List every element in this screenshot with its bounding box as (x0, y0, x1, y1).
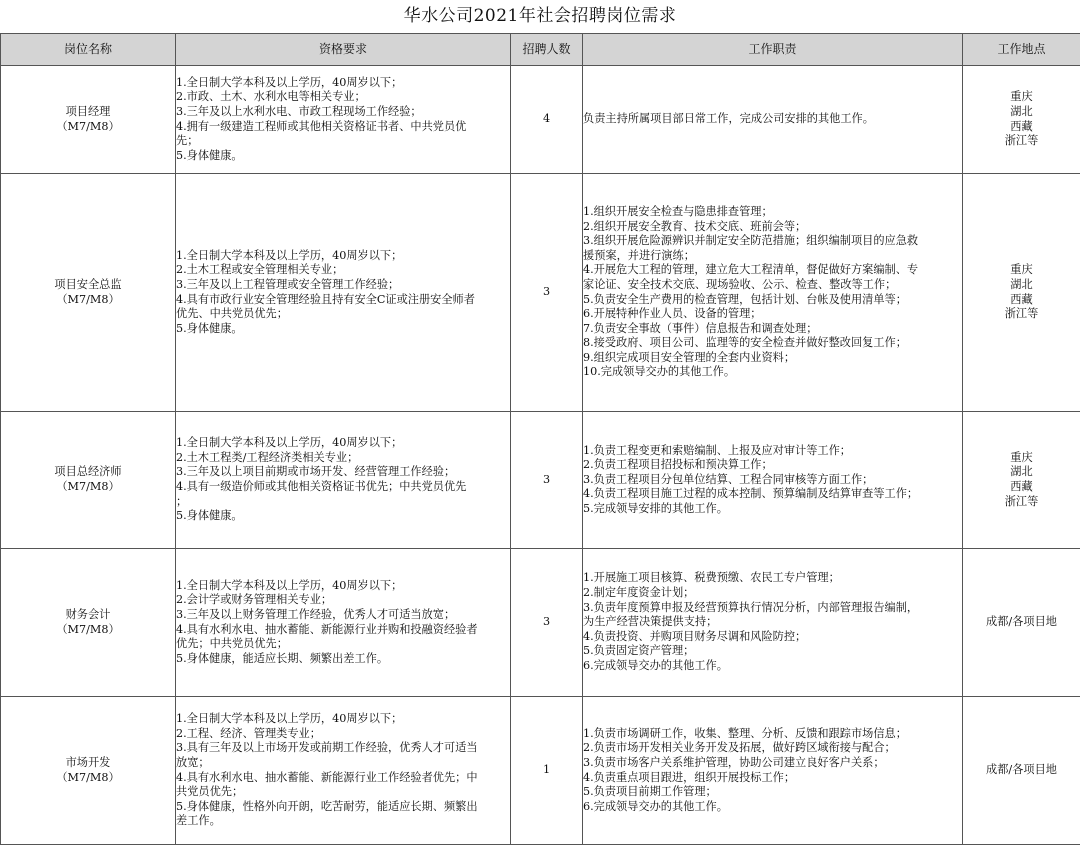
duty-line: 8.接受政府、项目公司、监理等的安全检查并做好整改回复工作； (583, 336, 962, 351)
requirement-line: 1.全日制大学本科及以上学历，40周岁以下； (176, 76, 510, 91)
duty-line: 2.负责工程项目招投标和预决算工作； (583, 458, 962, 473)
position-cell (1, 412, 176, 549)
requirements-cell (176, 549, 511, 697)
requirement-line: 5.身体健康。 (176, 322, 510, 337)
requirement-line: 1.全日制大学本科及以上学历，40周岁以下； (176, 579, 510, 594)
duty-line: 4.负责投资、并购项目财务尽调和风险防控； (583, 630, 962, 645)
requirement-line: 3.三年及以上项目前期或市场开发、经营管理工作经验； (176, 465, 510, 480)
duty-line: 1.负责工程变更和索赔编制、上报及应对审计等工作； (583, 444, 962, 459)
location-line: 成都/各项目地 (963, 763, 1080, 778)
count-cell: 3 (511, 174, 583, 412)
requirement-line: 5.身体健康，性格外向开朗，吃苦耐劳，能适应长期、频繁出 (176, 800, 510, 815)
duty-line: 6.开展特种作业人员、设备的管理； (583, 307, 962, 322)
position-cell (1, 697, 176, 845)
duty-line: 10.完成领导交办的其他工作。 (583, 365, 962, 380)
count-cell: 1 (511, 697, 583, 845)
requirement-line: 放宽； (176, 756, 510, 771)
requirement-line: 2.土木工程类/工程经济类相关专业； (176, 451, 510, 466)
location-line: 湖北 (963, 465, 1080, 480)
duty-line: 1.开展施工项目核算、税费预缴、农民工专户管理； (583, 571, 962, 586)
duties-cell (583, 412, 963, 549)
position-name: 项目总经济师 (1, 465, 175, 480)
duties-cell (583, 66, 963, 174)
location-cell (963, 66, 1080, 174)
requirement-line: 3.三年及以上工程管理或安全管理工作经验； (176, 278, 510, 293)
location-cell (963, 549, 1080, 697)
location-line: 西藏 (963, 480, 1080, 495)
requirement-line: 先； (176, 134, 510, 149)
position-grade: （M7/M8） (1, 120, 175, 135)
duty-line: 负责主持所属项目部日常工作，完成公司安排的其他工作。 (583, 112, 962, 127)
position-cell (1, 174, 176, 412)
requirement-line: 2.市政、土木、水利水电等相关专业； (176, 90, 510, 105)
requirements-cell (176, 412, 511, 549)
location-cell (963, 697, 1080, 845)
header-duties: 工作职责 (583, 34, 963, 66)
duty-line: 6.完成领导交办的其他工作。 (583, 800, 962, 815)
requirement-line: 3.具有三年及以上市场开发或前期工作经验，优秀人才可适当 (176, 741, 510, 756)
count-cell: 3 (511, 549, 583, 697)
requirement-line: 优先、中共党员优先； (176, 307, 510, 322)
location-line: 湖北 (963, 278, 1080, 293)
duties-cell (583, 697, 963, 845)
duty-line: 3.负责市场客户关系维护管理，协助公司建立良好客户关系； (583, 756, 962, 771)
location-line: 重庆 (963, 451, 1080, 466)
requirement-line: 5.身体健康。 (176, 149, 510, 164)
header-count: 招聘人数 (511, 34, 583, 66)
position-name: 财务会计 (1, 608, 175, 623)
location-line: 浙江等 (963, 307, 1080, 322)
position-name: 项目安全总监 (1, 278, 175, 293)
position-name: 项目经理 (1, 105, 175, 120)
duty-line: 2.组织开展安全教育、技术交底、班前会等； (583, 220, 962, 235)
count-cell: 4 (511, 66, 583, 174)
duty-line: 2.负责市场开发相关业务开发及拓展，做好跨区域衔接与配合； (583, 741, 962, 756)
requirement-line: 1.全日制大学本科及以上学历，40周岁以下； (176, 249, 510, 264)
requirement-line: 4.拥有一级建造工程师或其他相关资格证书者、中共党员优 (176, 120, 510, 135)
location-line: 湖北 (963, 105, 1080, 120)
header-requirements: 资格要求 (176, 34, 511, 66)
duty-line: 4.负责重点项目跟进，组织开展投标工作； (583, 771, 962, 786)
position-cell (1, 549, 176, 697)
header-location: 工作地点 (963, 34, 1080, 66)
count-cell: 3 (511, 412, 583, 549)
duty-line: 1.负责市场调研工作，收集、整理、分析、反馈和跟踪市场信息； (583, 727, 962, 742)
table-row (1, 66, 1080, 174)
requirement-line: 5.身体健康，能适应长期、频繁出差工作。 (176, 652, 510, 667)
requirement-line: 差工作。 (176, 814, 510, 829)
position-name: 市场开发 (1, 756, 175, 771)
position-grade: （M7/M8） (1, 623, 175, 638)
duty-line: 1.组织开展安全检查与隐患排查管理； (583, 205, 962, 220)
duty-line: 5.负责项目前期工作管理； (583, 785, 962, 800)
duty-line: 3.负责年度预算申报及经营预算执行情况分析，内部管理报告编制， (583, 601, 962, 616)
requirement-line: 优先；中共党员优先； (176, 637, 510, 652)
requirement-line: 2.会计学或财务管理相关专业； (176, 593, 510, 608)
header-position: 岗位名称 (1, 34, 176, 66)
position-grade: （M7/M8） (1, 480, 175, 495)
table-row (1, 174, 1080, 412)
location-line: 浙江等 (963, 134, 1080, 149)
duty-line: 4.负责工程项目施工过程的成本控制、预算编制及结算审查等工作； (583, 487, 962, 502)
requirement-line: 4.具有一级造价师或其他相关资格证书优先；中共党员优先 (176, 480, 510, 495)
location-line: 成都/各项目地 (963, 615, 1080, 630)
duty-line: 3.组织开展危险源辨识并制定安全防范措施；组织编制项目的应急救 (583, 234, 962, 249)
requirements-cell (176, 697, 511, 845)
requirement-line: ； (176, 495, 510, 510)
location-line: 重庆 (963, 263, 1080, 278)
location-line: 重庆 (963, 90, 1080, 105)
table-row (1, 697, 1080, 845)
duty-line: 2.制定年度资金计划； (583, 586, 962, 601)
duty-line: 9.组织完成项目安全管理的全套内业资料； (583, 351, 962, 366)
location-cell (963, 174, 1080, 412)
duty-line: 援预案，并进行演练； (583, 249, 962, 264)
requirement-line: 4.具有水利水电、抽水蓄能、新能源行业并购和投融资经验者 (176, 623, 510, 638)
duty-line: 为生产经营决策提供支持； (583, 615, 962, 630)
position-cell (1, 66, 176, 174)
requirements-cell (176, 174, 511, 412)
table-row (1, 412, 1080, 549)
table-header-row (1, 34, 1080, 66)
duty-line: 6.完成领导交办的其他工作。 (583, 659, 962, 674)
table-row (1, 549, 1080, 697)
duties-cell (583, 549, 963, 697)
requirement-line: 1.全日制大学本科及以上学历，40周岁以下； (176, 436, 510, 451)
requirement-line: 1.全日制大学本科及以上学历，40周岁以下； (176, 712, 510, 727)
requirement-line: 3.三年及以上财务管理工作经验，优秀人才可适当放宽； (176, 608, 510, 623)
job-table (0, 33, 1080, 845)
requirement-line: 2.土木工程或安全管理相关专业； (176, 263, 510, 278)
requirements-cell (176, 66, 511, 174)
requirement-line: 2.工程、经济、管理类专业； (176, 727, 510, 742)
duty-line: 3.负责工程项目分包单位结算、工程合同审核等方面工作； (583, 473, 962, 488)
duty-line: 家论证、安全技术交底、现场验收、公示、检查、整改等工作； (583, 278, 962, 293)
duty-line: 5.负责安全生产费用的检查管理，包括计划、台帐及使用清单等； (583, 293, 962, 308)
location-line: 西藏 (963, 120, 1080, 135)
duties-cell (583, 174, 963, 412)
requirement-line: 共党员优先； (176, 785, 510, 800)
location-line: 浙江等 (963, 495, 1080, 510)
duty-line: 7.负责安全事故（事件）信息报告和调查处理； (583, 322, 962, 337)
duty-line: 5.负责固定资产管理； (583, 644, 962, 659)
duty-line: 5.完成领导安排的其他工作。 (583, 502, 962, 517)
page-title: 华水公司2021年社会招聘岗位需求 (0, 0, 1080, 33)
requirement-line: 5.身体健康。 (176, 509, 510, 524)
requirement-line: 4.具有市政行业安全管理经验且持有安全C证或注册安全师者 (176, 293, 510, 308)
requirement-line: 4.具有水利水电、抽水蓄能、新能源行业工作经验者优先；中 (176, 771, 510, 786)
duty-line: 4.开展危大工程的管理，建立危大工程清单，督促做好方案编制、专 (583, 263, 962, 278)
location-line: 西藏 (963, 293, 1080, 308)
position-grade: （M7/M8） (1, 771, 175, 786)
requirement-line: 3.三年及以上水利水电、市政工程现场工作经验； (176, 105, 510, 120)
position-grade: （M7/M8） (1, 293, 175, 308)
location-cell (963, 412, 1080, 549)
